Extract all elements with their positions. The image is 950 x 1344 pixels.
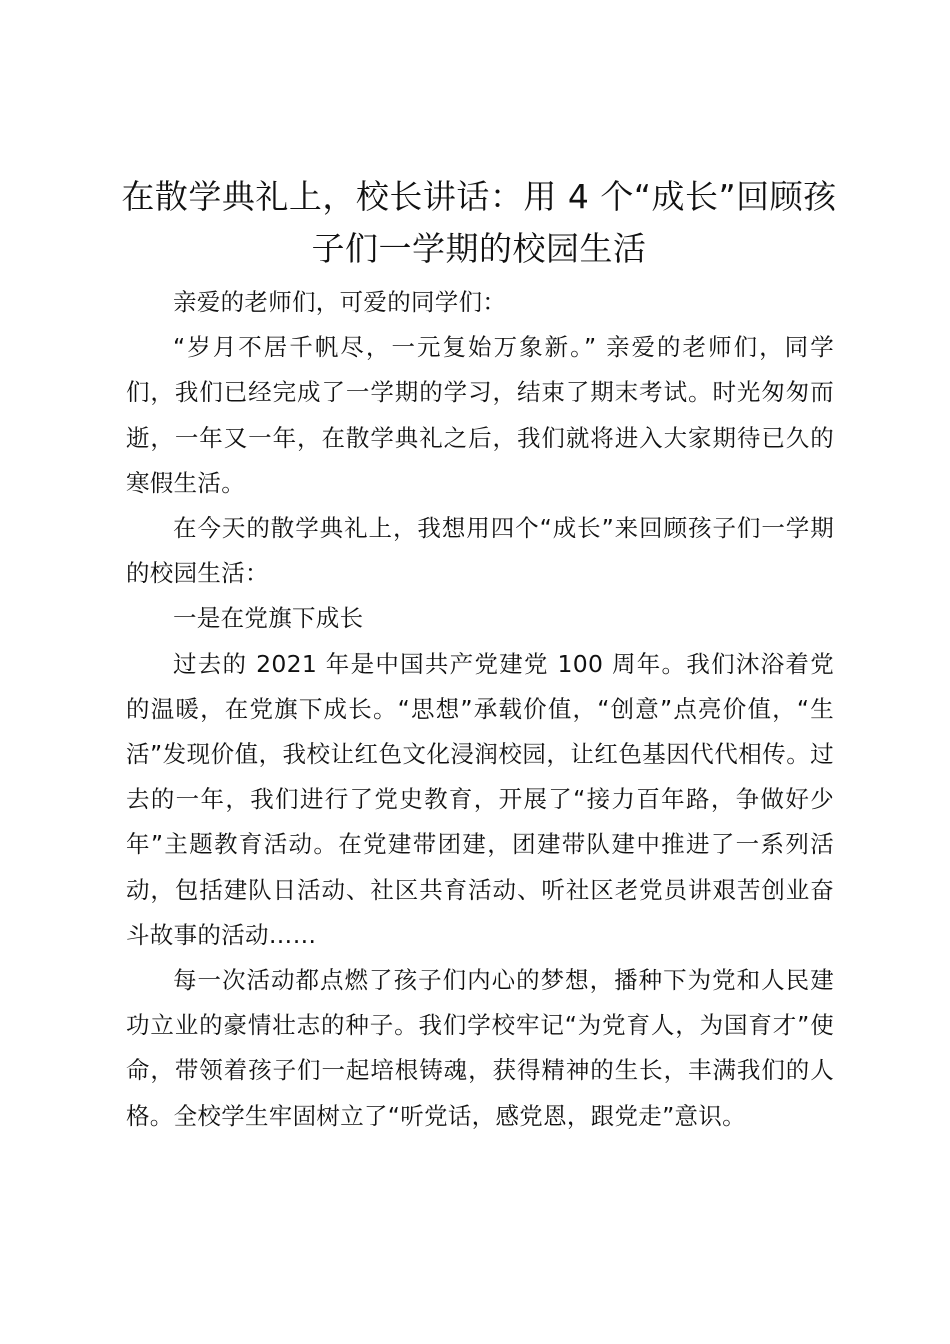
greeting-paragraph: 亲爱的老师们，可爱的同学们： bbox=[173, 288, 507, 316]
body-paragraph: 过去的 2021 年是中国共产党建党 100 周年。我们沐浴着党的温暖，在党旗下成长。“思想”承载价值，“创意”点亮价值，“生活”发现价值，我校让红色文化浸润校园，让红色基因代代相传。过去的一年，我们进行了党史教育，开展了“接力百年路，争做好少年”主题教育活动。在党建带团建，团建带队建中推进了一系列活动，包括建队日活动、社区共育活动、听社区老党员讲艰苦创业奋斗故事的活动…… bbox=[126, 649, 834, 949]
section-heading: 一是在党旗下成长 bbox=[173, 604, 364, 633]
opening-paragraph: “岁月不居千帆尽，一元复始万象新。” 亲爱的老师们，同学们，我们已经完成了一学期的学习，结束了期末考试。时光匆匆而逝，一年又一年，在散学典礼之后，我们就将进入大家期待已久的寒假生活。 bbox=[126, 333, 834, 497]
document-title: 在散学典礼上，校长讲话：用 4 个“成长”回顾孩子们一学期的校园生活 bbox=[121, 177, 837, 268]
document-body bbox=[126, 280, 834, 1139]
intro-paragraph: 在今天的散学典礼上，我想用四个“成长”来回顾孩子们一学期的校园生活： bbox=[126, 514, 834, 588]
body-paragraph: 每一次活动都点燃了孩子们内心的梦想，播种下为党和人民建功立业的豪情壮志的种子。我们学校牢记“为党育人，为国育才”使命，带领着孩子们一起培根铸魂，获得精神的生长，丰满我们的人格。全校学生牢固树立了“听党话，感党恩，跟党走”意识。 bbox=[126, 966, 834, 1130]
